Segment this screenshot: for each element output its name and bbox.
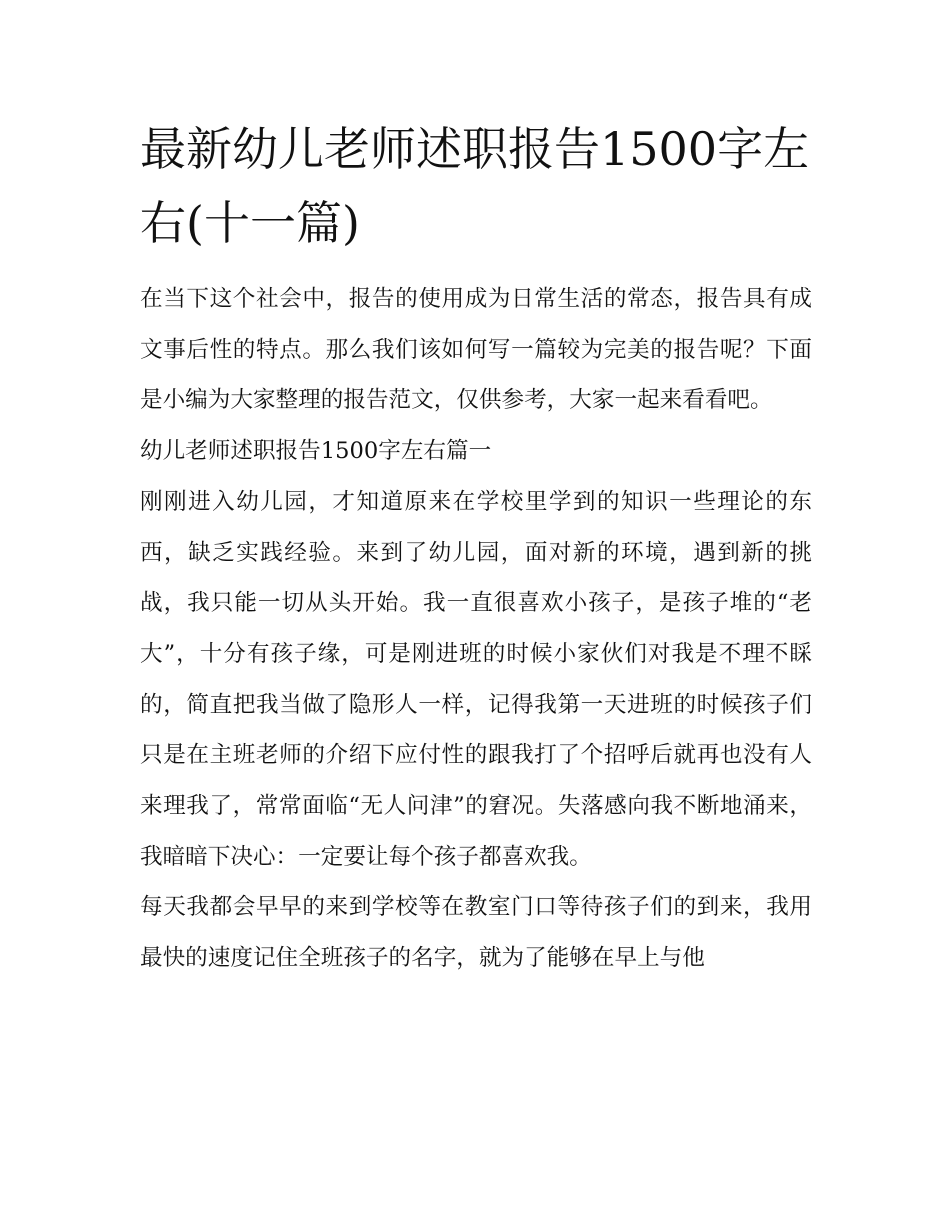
body-paragraph-2: 每天我都会早早的来到学校等在教室门口等待孩子们的到来，我用最快的速度记住全班孩子的名字，就为了能够在早上与他 [140,894,812,972]
document-body [140,112,812,984]
body-paragraph-1: 刚刚进入幼儿园，才知道原来在学校里学到的知识一些理论的东西，缺乏实践经验。来到了幼儿园，面对新的环境，遇到新的挑战，我只能一切从头开始。我一直很喜欢小孩子，是孩子堆的“老大”，十分有孩子缘，可是刚进班的时候小家伙们对我是不理不睬的，简直把我当做了隐形人一样，记得我第一天进班的时候孩子们只是在主班老师的介绍下应付性的跟我打了个招呼后就再也没有人来理我了，常常面临“无人问津”的窘况。失落感向我不断地涌来，我暗暗下决心：一定要让每个孩子都喜欢我。 [140,488,812,870]
intro-paragraph: 在当下这个社会中，报告的使用成为日常生活的常态，报告具有成文事后性的特点。那么我们该如何写一篇较为完美的报告呢？下面是小编为大家整理的报告范文，仅供参考，大家一起来看看吧。 [140,286,812,414]
document-title: 最新幼儿老师述职报告1500字左右(十一篇) [140,122,810,250]
section-heading: 幼儿老师述职报告1500字左右篇一 [140,438,492,465]
